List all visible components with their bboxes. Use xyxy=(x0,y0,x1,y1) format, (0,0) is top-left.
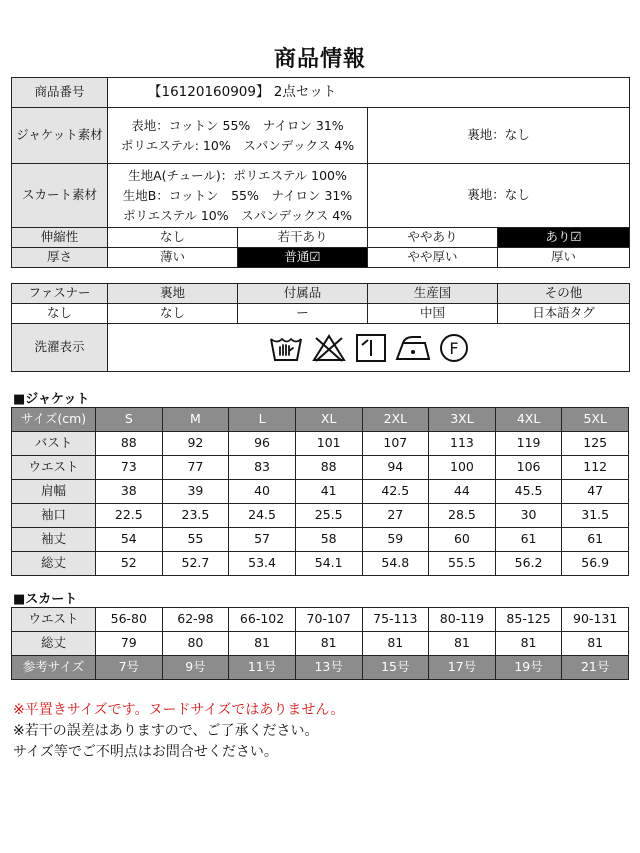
product-no-label: 商品番号 xyxy=(12,78,108,108)
cell: 88 xyxy=(96,432,163,456)
cell: 100 xyxy=(429,456,496,480)
zipper-header: ファスナー xyxy=(12,284,108,304)
cell: 23.5 xyxy=(162,504,229,528)
cell: 112 xyxy=(562,456,629,480)
size-col: M xyxy=(162,408,229,432)
cell: 81 xyxy=(362,632,429,656)
thickness-label: 厚さ xyxy=(12,248,108,268)
other-value: 日本語タグ xyxy=(498,304,630,324)
care-symbols xyxy=(108,324,630,372)
thickness-option-selected: 普通☑ xyxy=(238,248,368,268)
reference-size-row xyxy=(12,656,629,680)
cell: 41 xyxy=(295,480,362,504)
origin-value: 中国 xyxy=(368,304,498,324)
table-row xyxy=(12,608,629,632)
cell: 52.7 xyxy=(162,552,229,576)
cell: 81 xyxy=(429,632,496,656)
cell: 54 xyxy=(96,528,163,552)
row-label: バスト xyxy=(12,432,96,456)
note-tolerance: ※若干の誤差はありますので、ご了承ください。 xyxy=(13,723,319,739)
skirt-lining: 裏地：なし xyxy=(368,164,630,228)
cell: 30 xyxy=(495,504,562,528)
size-col: 3XL xyxy=(429,408,496,432)
product-detail-table xyxy=(11,283,630,372)
cell: 80 xyxy=(162,632,229,656)
jacket-header-row xyxy=(12,408,629,432)
row-label: ウエスト xyxy=(12,608,96,632)
cell: 38 xyxy=(96,480,163,504)
stretch-option: なし xyxy=(108,228,238,248)
cell: 96 xyxy=(229,432,296,456)
cell: 53.4 xyxy=(229,552,296,576)
row-label: 総丈 xyxy=(12,632,96,656)
accessories-value: ー xyxy=(238,304,368,324)
cell: 31.5 xyxy=(562,504,629,528)
cell: 47 xyxy=(562,480,629,504)
stretch-option: 若干あり xyxy=(238,228,368,248)
cell: 92 xyxy=(162,432,229,456)
cell: 81 xyxy=(229,632,296,656)
cell: 27 xyxy=(362,504,429,528)
cell: 62-98 xyxy=(162,608,229,632)
size-header: サイズ(cm) xyxy=(12,408,96,432)
cell: 25.5 xyxy=(295,504,362,528)
care-label: 洗濯表示 xyxy=(12,324,108,372)
cell: 7号 xyxy=(96,656,163,680)
cell: 75-113 xyxy=(362,608,429,632)
cell: 61 xyxy=(562,528,629,552)
lining-value: なし xyxy=(108,304,238,324)
skirt-section-title: ■スカート xyxy=(13,592,78,607)
stretch-option: ややあり xyxy=(368,228,498,248)
jacket-lining: 裏地：なし xyxy=(368,108,630,164)
table-row xyxy=(12,632,629,656)
jacket-section-title: ■ジャケット xyxy=(13,392,90,407)
product-no-value: 【16120160909】 2点セット xyxy=(108,78,630,108)
row-label: ウエスト xyxy=(12,456,96,480)
cell: 39 xyxy=(162,480,229,504)
cell: 66-102 xyxy=(229,608,296,632)
size-col: XL xyxy=(295,408,362,432)
cell: 54.8 xyxy=(362,552,429,576)
cell: 107 xyxy=(362,432,429,456)
size-col: 2XL xyxy=(362,408,429,432)
thickness-option: 厚い xyxy=(498,248,630,268)
cell: 73 xyxy=(96,456,163,480)
row-label: 総丈 xyxy=(12,552,96,576)
cell: 60 xyxy=(429,528,496,552)
cell: 56.9 xyxy=(562,552,629,576)
table-row xyxy=(12,456,629,480)
cell: 54.1 xyxy=(295,552,362,576)
cell: 88 xyxy=(295,456,362,480)
skirt-outer-material: 生地A(チュール)：ポリエステル 100% 生地B：コットン 55% ナイロン 31% ポリエステル 10% スパンデックス 4% xyxy=(108,164,368,228)
cell: 85-125 xyxy=(495,608,562,632)
row-label: 袖口 xyxy=(12,504,96,528)
cell: 11号 xyxy=(229,656,296,680)
page-title: 商品情報 xyxy=(273,47,366,72)
note-flat-size: ※平置きサイズです。ヌードサイズではありません。 xyxy=(13,702,345,718)
cell: 125 xyxy=(562,432,629,456)
iron-low-icon xyxy=(395,333,431,363)
cell: 106 xyxy=(495,456,562,480)
zipper-value: なし xyxy=(12,304,108,324)
cell: 44 xyxy=(429,480,496,504)
cell: 83 xyxy=(229,456,296,480)
cell: 90-131 xyxy=(562,608,629,632)
cell: 61 xyxy=(495,528,562,552)
cell: 55.5 xyxy=(429,552,496,576)
table-row xyxy=(12,528,629,552)
thickness-option: 薄い xyxy=(108,248,238,268)
skirt-size-table xyxy=(11,607,629,680)
origin-header: 生産国 xyxy=(368,284,498,304)
table-row xyxy=(12,480,629,504)
stretch-label: 伸縮性 xyxy=(12,228,108,248)
cell: 15号 xyxy=(362,656,429,680)
jacket-size-table xyxy=(11,407,629,576)
cell: 40 xyxy=(229,480,296,504)
cell: 81 xyxy=(562,632,629,656)
table-row xyxy=(12,504,629,528)
cell: 19号 xyxy=(495,656,562,680)
cell: 79 xyxy=(96,632,163,656)
svg-text:F: F xyxy=(448,338,459,358)
product-info-table xyxy=(11,77,630,268)
size-col: 4XL xyxy=(495,408,562,432)
cell: 119 xyxy=(495,432,562,456)
notes xyxy=(13,700,344,763)
size-col: 5XL xyxy=(562,408,629,432)
cell: 70-107 xyxy=(295,608,362,632)
stretch-option-selected: あり☑ xyxy=(498,228,630,248)
hand-wash-icon xyxy=(269,333,303,363)
cell: 9号 xyxy=(162,656,229,680)
cell: 52 xyxy=(96,552,163,576)
other-header: その他 xyxy=(498,284,630,304)
cell: 45.5 xyxy=(495,480,562,504)
cell: 22.5 xyxy=(96,504,163,528)
cell: 58 xyxy=(295,528,362,552)
line-dry-icon xyxy=(355,333,387,363)
cell: 77 xyxy=(162,456,229,480)
cell: 13号 xyxy=(295,656,362,680)
cell: 42.5 xyxy=(362,480,429,504)
table-row xyxy=(12,552,629,576)
cell: 57 xyxy=(229,528,296,552)
ref-label: 参考サイズ xyxy=(12,656,96,680)
cell: 81 xyxy=(295,632,362,656)
cell: 21号 xyxy=(562,656,629,680)
cell: 80-119 xyxy=(429,608,496,632)
cell: 56.2 xyxy=(495,552,562,576)
note-contact: サイズ等でご不明点はお問合せください。 xyxy=(13,744,278,760)
skirt-material-label: スカート素材 xyxy=(12,164,108,228)
cell: 113 xyxy=(429,432,496,456)
no-bleach-icon xyxy=(311,333,347,363)
row-label: 肩幅 xyxy=(12,480,96,504)
cell: 94 xyxy=(362,456,429,480)
jacket-outer-material: 表地：コットン 55% ナイロン 31% ポリエステル: 10% スパンデックス 4% xyxy=(108,108,368,164)
size-col: L xyxy=(229,408,296,432)
dry-clean-f-icon xyxy=(439,333,469,363)
accessories-header: 付属品 xyxy=(238,284,368,304)
cell: 59 xyxy=(362,528,429,552)
cell: 101 xyxy=(295,432,362,456)
lining-header: 裏地 xyxy=(108,284,238,304)
cell: 56-80 xyxy=(96,608,163,632)
cell: 55 xyxy=(162,528,229,552)
table-row xyxy=(12,432,629,456)
size-col: S xyxy=(96,408,163,432)
cell: 81 xyxy=(495,632,562,656)
cell: 17号 xyxy=(429,656,496,680)
row-label: 袖丈 xyxy=(12,528,96,552)
thickness-option: やや厚い xyxy=(368,248,498,268)
jacket-material-label: ジャケット素材 xyxy=(12,108,108,164)
cell: 28.5 xyxy=(429,504,496,528)
cell: 24.5 xyxy=(229,504,296,528)
